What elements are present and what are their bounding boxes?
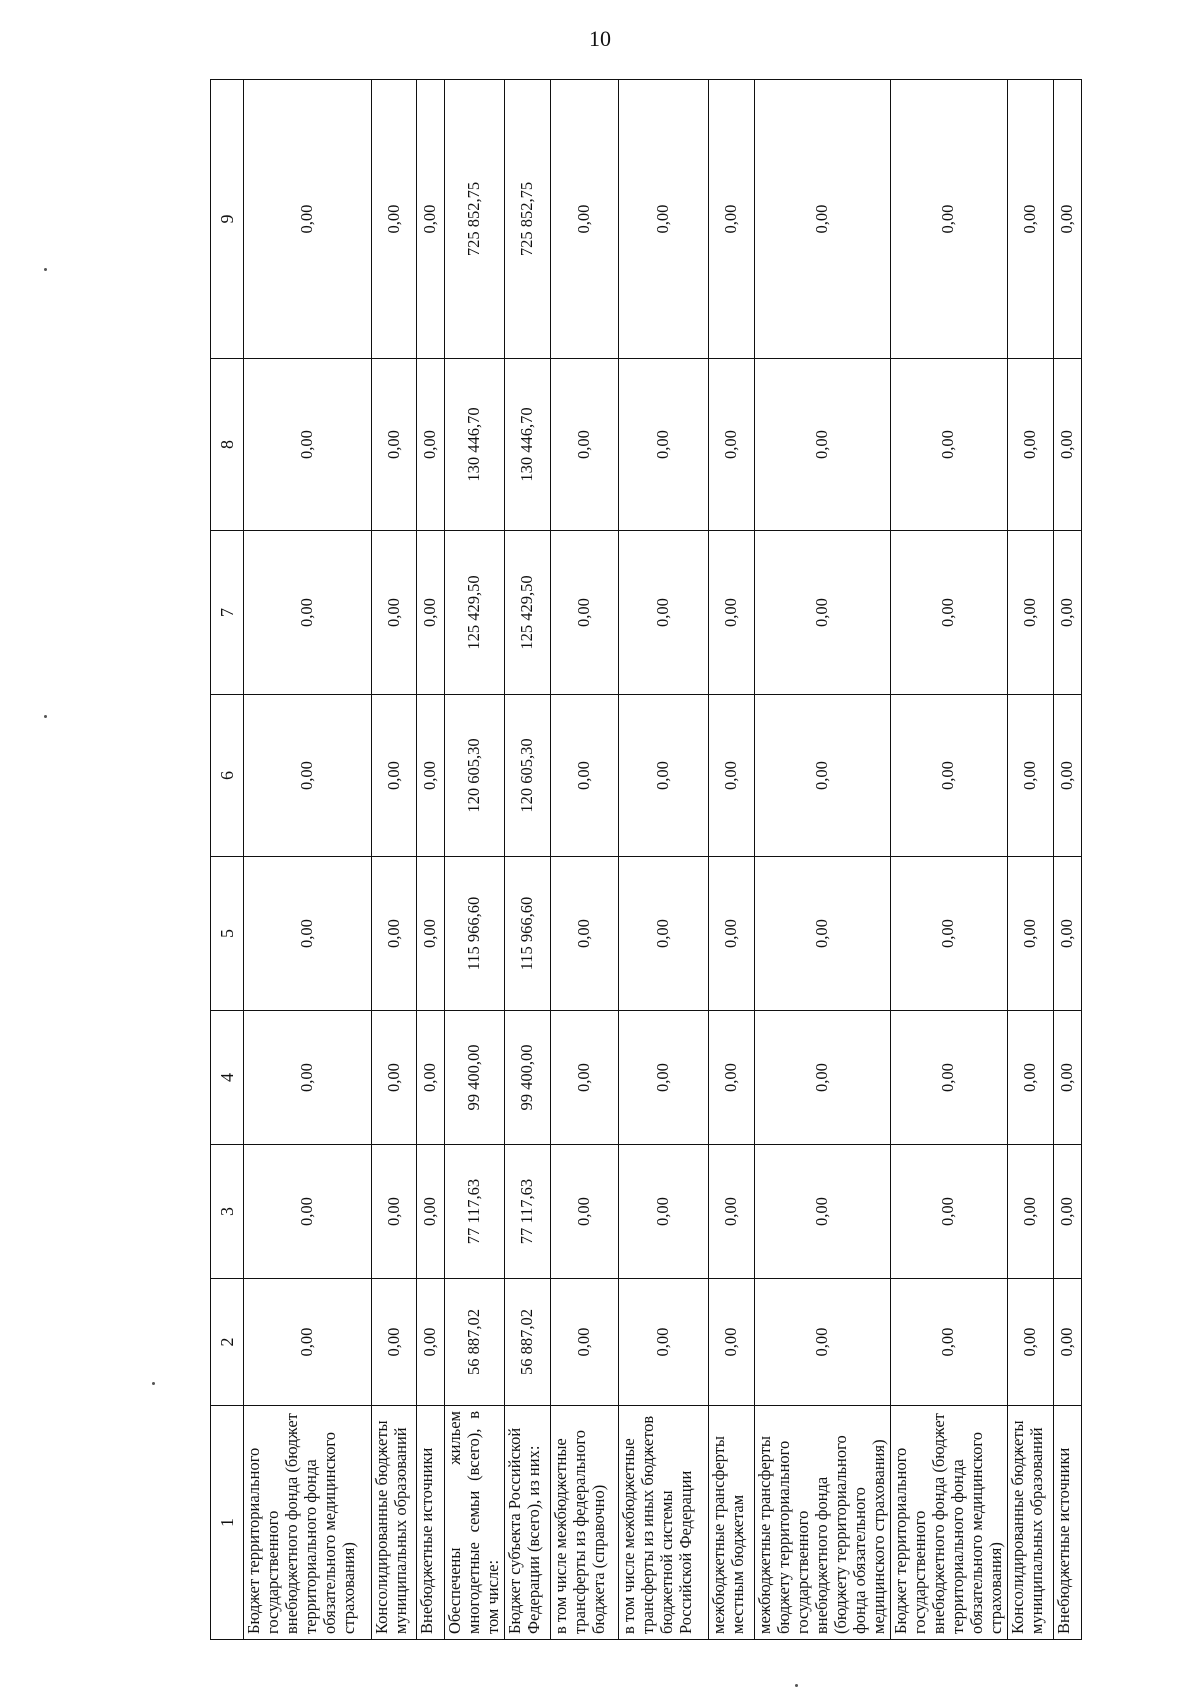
column-number-row <box>211 80 244 1640</box>
cell-value: 0,00 <box>754 857 890 1011</box>
cell-value: 0,00 <box>890 80 1007 359</box>
cell-value: 0,00 <box>618 1145 708 1279</box>
table-row <box>550 80 618 1640</box>
cell-value: 0,00 <box>1007 359 1053 531</box>
cell-value: 0,00 <box>618 80 708 359</box>
cell-value: 0,00 <box>890 1145 1007 1279</box>
cell-value: 0,00 <box>890 1011 1007 1145</box>
scan-speck <box>152 1382 155 1385</box>
row-label: Бюджет территориального государственного внебюджетного фонда (бюджет территориального фонда обязательного медицинского страхования) <box>244 1406 372 1640</box>
cell-value: 0,00 <box>417 857 445 1011</box>
column-header: 5 <box>211 857 244 1011</box>
cell-value: 0,00 <box>708 80 754 359</box>
cell-value: 725 852,75 <box>504 80 550 359</box>
cell-value: 0,00 <box>618 1011 708 1145</box>
table-row <box>1053 80 1081 1640</box>
cell-value: 0,00 <box>417 531 445 695</box>
cell-value: 77 117,63 <box>504 1145 550 1279</box>
cell-value: 0,00 <box>708 531 754 695</box>
cell-value: 725 852,75 <box>445 80 505 359</box>
cell-value: 0,00 <box>890 695 1007 857</box>
cell-value: 0,00 <box>372 359 417 531</box>
rotated-table-container <box>210 80 1076 1640</box>
cell-value: 0,00 <box>618 695 708 857</box>
table-row <box>244 80 372 1640</box>
cell-value: 0,00 <box>754 359 890 531</box>
row-label: Консолидированные бюджеты муниципальных образований <box>1007 1406 1053 1640</box>
table-row <box>754 80 890 1640</box>
cell-value: 0,00 <box>618 857 708 1011</box>
cell-value: 0,00 <box>417 1279 445 1406</box>
cell-value: 0,00 <box>372 1011 417 1145</box>
cell-value: 0,00 <box>1053 1279 1081 1406</box>
table-row <box>890 80 1007 1640</box>
table-row <box>445 80 505 1640</box>
cell-value: 0,00 <box>754 695 890 857</box>
cell-value: 0,00 <box>754 80 890 359</box>
table-row <box>708 80 754 1640</box>
cell-value: 0,00 <box>417 1145 445 1279</box>
cell-value: 0,00 <box>708 1145 754 1279</box>
cell-value: 0,00 <box>754 1279 890 1406</box>
cell-value: 0,00 <box>1007 1279 1053 1406</box>
cell-value: 0,00 <box>244 1279 372 1406</box>
row-label: межбюджетные трансферты бюджету территориального государственного внебюджетного фонда (бюджету территориального фонда обязательного медицинского страхования) <box>754 1406 890 1640</box>
cell-value: 0,00 <box>890 531 1007 695</box>
table-body <box>244 80 1082 1640</box>
cell-value: 0,00 <box>244 1145 372 1279</box>
cell-value: 0,00 <box>708 1011 754 1145</box>
cell-value: 0,00 <box>1053 531 1081 695</box>
cell-value: 0,00 <box>550 359 618 531</box>
cell-value: 130 446,70 <box>504 359 550 531</box>
cell-value: 0,00 <box>1053 695 1081 857</box>
cell-value: 0,00 <box>890 1279 1007 1406</box>
cell-value: 130 446,70 <box>445 359 505 531</box>
table-row <box>504 80 550 1640</box>
scan-speck <box>795 1684 798 1687</box>
cell-value: 0,00 <box>550 695 618 857</box>
cell-value: 0,00 <box>417 695 445 857</box>
column-header: 4 <box>211 1011 244 1145</box>
scan-speck <box>44 715 47 718</box>
cell-value: 0,00 <box>550 857 618 1011</box>
cell-value: 0,00 <box>550 80 618 359</box>
cell-value: 0,00 <box>417 359 445 531</box>
row-label: Внебюджетные источники <box>417 1406 445 1640</box>
cell-value: 0,00 <box>372 531 417 695</box>
row-label: Консолидированные бюджеты муниципальных образований <box>372 1406 417 1640</box>
column-header: 8 <box>211 359 244 531</box>
cell-value: 125 429,50 <box>504 531 550 695</box>
cell-value: 0,00 <box>244 695 372 857</box>
cell-value: 0,00 <box>244 359 372 531</box>
cell-value: 0,00 <box>1007 1145 1053 1279</box>
cell-value: 99 400,00 <box>504 1011 550 1145</box>
cell-value: 0,00 <box>1007 1011 1053 1145</box>
cell-value: 0,00 <box>372 80 417 359</box>
cell-value: 0,00 <box>1007 531 1053 695</box>
budget-table <box>210 79 1082 1640</box>
cell-value: 115 966,60 <box>445 857 505 1011</box>
cell-value: 0,00 <box>1053 857 1081 1011</box>
table-row <box>618 80 708 1640</box>
table-row <box>417 80 445 1640</box>
row-label: Обеспечены жильем многодетные семьи (всего), в том числе: <box>445 1406 505 1640</box>
cell-value: 115 966,60 <box>504 857 550 1011</box>
cell-value: 0,00 <box>754 531 890 695</box>
cell-value: 0,00 <box>417 80 445 359</box>
cell-value: 0,00 <box>550 1145 618 1279</box>
row-label: Бюджет субъекта Российской Федерации (всего), из них: <box>504 1406 550 1640</box>
cell-value: 0,00 <box>618 359 708 531</box>
cell-value: 0,00 <box>372 1279 417 1406</box>
row-label: Внебюджетные источники <box>1053 1406 1081 1640</box>
cell-value: 0,00 <box>754 1145 890 1279</box>
cell-value: 0,00 <box>372 857 417 1011</box>
page-number: 10 <box>589 26 611 51</box>
cell-value: 125 429,50 <box>445 531 505 695</box>
column-header: 6 <box>211 695 244 857</box>
cell-value: 0,00 <box>890 359 1007 531</box>
cell-value: 0,00 <box>372 695 417 857</box>
cell-value: 0,00 <box>1053 359 1081 531</box>
cell-value: 0,00 <box>244 531 372 695</box>
row-label: в том числе межбюджетные трансферты из иных бюджетов бюджетной системы Российской Федерации <box>618 1406 708 1640</box>
column-header: 7 <box>211 531 244 695</box>
column-header: 9 <box>211 80 244 359</box>
row-label: межбюджетные трансферты местным бюджетам <box>708 1406 754 1640</box>
cell-value: 0,00 <box>244 80 372 359</box>
cell-value: 0,00 <box>1007 857 1053 1011</box>
cell-value: 0,00 <box>1007 80 1053 359</box>
cell-value: 0,00 <box>708 1279 754 1406</box>
cell-value: 56 887,02 <box>504 1279 550 1406</box>
row-label: Бюджет территориального государственного внебюджетного фонда (бюджет территориального фонда обязательного медицинского страхования) <box>890 1406 1007 1640</box>
cell-value: 0,00 <box>417 1011 445 1145</box>
cell-value: 56 887,02 <box>445 1279 505 1406</box>
cell-value: 0,00 <box>1007 695 1053 857</box>
cell-value: 0,00 <box>550 1011 618 1145</box>
row-label: в том числе межбюджетные трансферты из федерального бюджета (справочно) <box>550 1406 618 1640</box>
cell-value: 120 605,30 <box>504 695 550 857</box>
cell-value: 0,00 <box>754 1011 890 1145</box>
cell-value: 0,00 <box>708 359 754 531</box>
cell-value: 0,00 <box>618 1279 708 1406</box>
cell-value: 0,00 <box>708 857 754 1011</box>
cell-value: 0,00 <box>1053 80 1081 359</box>
table-row <box>372 80 417 1640</box>
cell-value: 0,00 <box>618 531 708 695</box>
column-header: 2 <box>211 1279 244 1406</box>
cell-value: 0,00 <box>708 695 754 857</box>
cell-value: 0,00 <box>890 857 1007 1011</box>
cell-value: 0,00 <box>244 1011 372 1145</box>
cell-value: 0,00 <box>372 1145 417 1279</box>
cell-value: 0,00 <box>244 857 372 1011</box>
cell-value: 0,00 <box>550 1279 618 1406</box>
cell-value: 0,00 <box>1053 1011 1081 1145</box>
column-header: 1 <box>211 1406 244 1640</box>
column-header: 3 <box>211 1145 244 1279</box>
cell-value: 0,00 <box>1053 1145 1081 1279</box>
scan-speck <box>44 268 47 271</box>
table-row <box>1007 80 1053 1640</box>
cell-value: 0,00 <box>550 531 618 695</box>
cell-value: 120 605,30 <box>445 695 505 857</box>
cell-value: 77 117,63 <box>445 1145 505 1279</box>
cell-value: 99 400,00 <box>445 1011 505 1145</box>
